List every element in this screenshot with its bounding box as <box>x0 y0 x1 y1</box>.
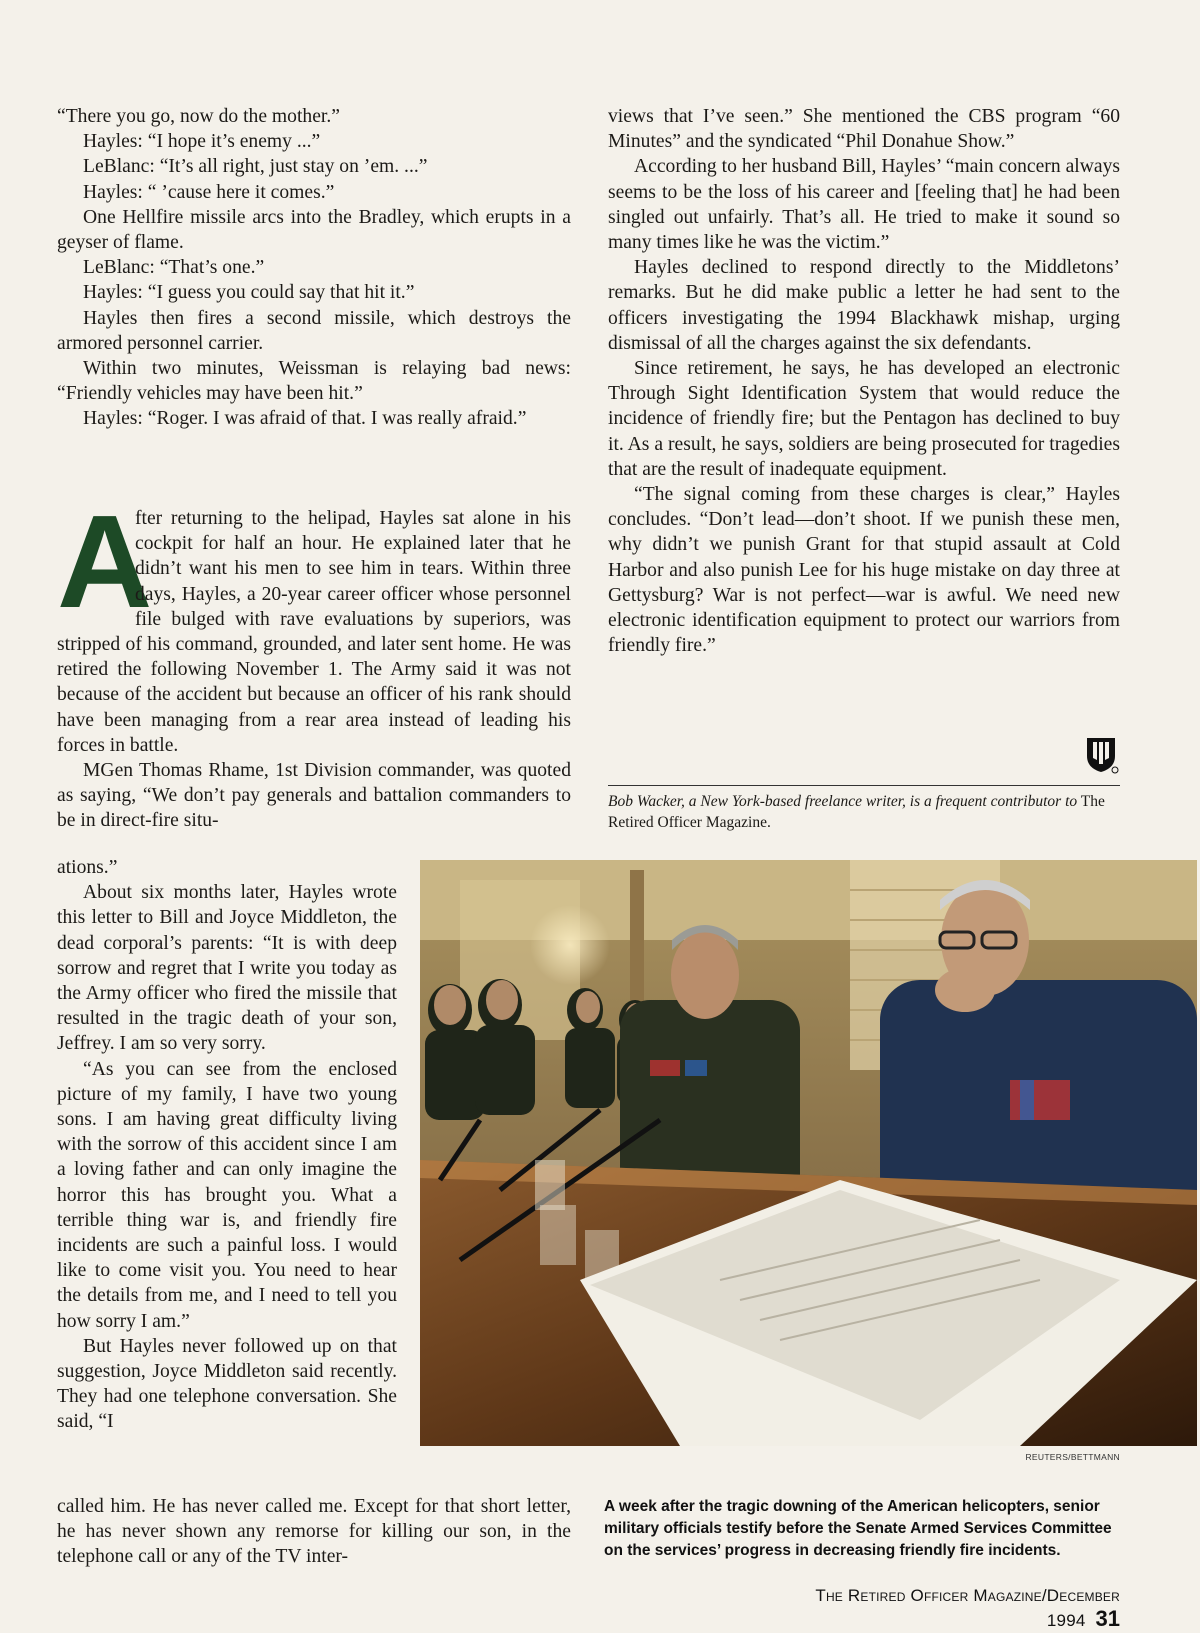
left-column-mid <box>57 488 571 834</box>
dropcap-paragraph <box>57 488 571 758</box>
left-column-bottom <box>57 1494 571 1570</box>
paragraph: views that I’ve seen.” She mentioned the CBS program “60 Minutes” and the syndicated “Phil Donahue Show.” <box>608 106 1120 153</box>
paragraph: Hayles: “I hope it’s enemy ...” <box>83 131 321 153</box>
paragraph: LeBlanc: “It’s all right, just stay on ’em. ...” <box>83 156 428 178</box>
paragraph: “As you can see from the enclosed picture of my family, I have two young sons. I am having great difficulty living with the sorrow of this accident since I am a loving father and can only imagine the horror this has brought you. What a terrible thing war is, and friendly fire incidents are such a painful loss. I would like to come visit you. You need to hear the details from me, and I need to tell you how sorry I am.” <box>57 1058 397 1332</box>
paragraph: Hayles declined to respond directly to the Middletons’ remarks. But he did make public a letter he had sent to the officers investigating the 1994 Blackhawk mishap, urging dismissal of all the charges against the six defendants. <box>608 257 1120 354</box>
author-bio <box>608 791 1120 833</box>
end-mark-icon <box>1085 734 1119 774</box>
page-footer <box>760 1586 1120 1632</box>
bio-text: Bob Wacker, a New York-based freelance writer, is a frequent contributor to <box>608 793 1078 810</box>
paragraph: Within two minutes, Weissman is relaying bad news: “Friendly vehicles may have been hit.” <box>57 358 571 405</box>
paragraph: Hayles: “Roger. I was afraid of that. I was really afraid.” <box>83 408 527 430</box>
paragraph: ations.” <box>57 857 118 878</box>
paragraph: One Hellfire missile arcs into the Bradley, which erupts in a geyser of flame. <box>57 206 571 254</box>
paragraph: Hayles then fires a second missile, which destroys the armored personnel carrier. <box>57 307 571 354</box>
paragraph: LeBlanc: “That’s one.” <box>83 257 265 279</box>
photo-credit: REUTERS/BETTMANN <box>1025 1452 1120 1462</box>
right-column <box>608 104 1120 658</box>
paragraph: MGen Thomas Rhame, 1st Division commander, was quoted as saying, “We don’t pay generals and battalion commanders to be in direct-fire situ- <box>57 760 571 832</box>
left-column-upper <box>57 104 571 432</box>
page-number: 31 <box>1095 1606 1120 1631</box>
paragraph-text: fter returning to the helipad, Hayles sat alone in his cockpit for half an hour. He explained later that he didn’t want his men to see him in tears. Within three days, Hayles, a 20-year career officer whose personnel file bulged with rave evaluations by superiors, was stripped of his command, grounded, and later sent home. He was retired the following November 1. The Army said it was not because of the accident but because an officer of his rank should have been managing from a rear area instead of leading his forces in battle. <box>57 508 571 756</box>
footer-publication: The Retired Officer Magazine/December 1994 <box>815 1586 1120 1630</box>
paragraph: According to her husband Bill, Hayles’ “main concern always seems to be the loss of his career and [feeling that] he had been singled out unfairly. That’s all. He tried to make it sound so many times like he was the victim.” <box>608 156 1120 254</box>
photo-caption: A week after the tragic downing of the American helicopters, senior military officials testify before the Senate Armed Services Committee on the services’ progress in decreasing friendly fire incidents. <box>604 1498 1112 1559</box>
magazine-name: The Retired Officer Magazine. <box>608 793 1105 831</box>
photo-illustration <box>420 860 1197 1446</box>
hearing-photo <box>420 860 1197 1446</box>
drop-cap: A <box>57 488 153 635</box>
paragraph: Since retirement, he says, he has developed an electronic Through Sight Identification System that would reduce the incidence of friendly fire; but the Pentagon has declined to buy it. As a result, he says, soldiers are being prosecuted for tragedies that are the result of inadequate equipment. <box>608 358 1120 480</box>
left-column-lower <box>57 855 397 1435</box>
paragraph: But Hayles never followed up on that suggestion, Joyce Middleton said recently. They had one telephone conversation. She said, “I <box>57 1335 397 1433</box>
paragraph: “The signal coming from these charges is clear,” Hayles concludes. “Don’t lead—don’t shoot. If we punish these men, why didn’t we punish Grant for that stupid assault at Cold Harbor and also punish Lee for his huge mistake on day three at Gettysburg? War is not perfect—war is awful. We need new electronic identification equipment to protect our warriors from friendly fire.” <box>608 484 1120 657</box>
bio-rule <box>608 785 1120 786</box>
paragraph: About six months later, Hayles wrote this letter to Bill and Joyce Middleton, the dead corporal’s parents: “It is with deep sorrow and regret that I write you today as the Army officer who fired the missile that resulted in the tragic death of your son, Jeffrey. I am so very sorry. <box>57 882 397 1055</box>
paragraph: called him. He has never called me. Except for that short letter, he has never shown any remorse for killing our son, in the telephone call or any of the TV inter- <box>57 1496 571 1568</box>
paragraph: Hayles: “I guess you could say that hit it.” <box>83 282 415 304</box>
paragraph: “There you go, now do the mother.” <box>57 106 340 127</box>
paragraph: Hayles: “ ’cause here it comes.” <box>83 181 335 203</box>
